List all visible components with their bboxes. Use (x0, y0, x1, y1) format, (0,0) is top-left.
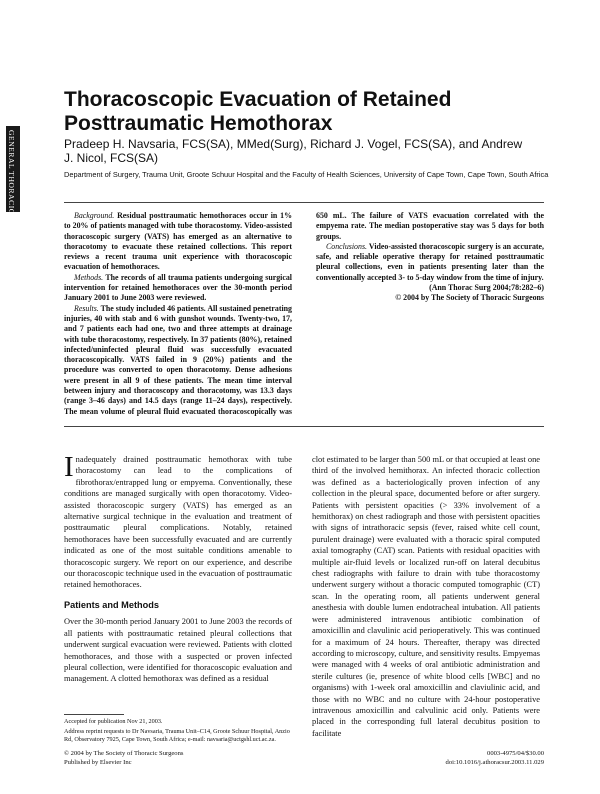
intro-paragraph (64, 451, 292, 591)
abstract-conclusions-text: Video-assisted thoracoscopic surgery is an accurate, safe, and reliable operative therapy for retained posttraumatic pleural collections, even in patients presenting later than the conventionally accepted 3- to 5-day window from the time of injury. (316, 241, 544, 282)
abstract-top-rule (64, 202, 544, 203)
body-left-column (64, 451, 292, 685)
address-footnote: Address reprint requests to Dr Navsaria, Trauma Unit–C14, Groote Schuur Hospital, Anzio Rd, Observatory 7925, Cape Town, South Africa; e-mail: navsaria@uctgshl.uct.ac.za. (64, 728, 290, 743)
abstract-results-text: The study included 46 patients. All sustained penetrating injuries, 40 with stab and 6 with gunshot wounds. Twenty-two, 17, and 7 patients each had one, two and three attempts at drainage with tube thoracostomy, respectively. In 37 patients (80%), retained infected/uninfected pleural fluid was successfully evacuated thoracoscopically. VATS failed in 9 (20%) patients and the procedure was converted to open thoracotomy. Dense adhesions were present in all 9 of these patients. The mean time interval between injury and thoracoscopy and thoracotomy, was 13.3 days (range 3–46 days) and 14.5 days (range 11–24 days), respectively. The mean volume of pleural fluid evacuated thoracoscopically was 650 mL. The failure of VATS evacuation correlated with the empyema rate. The median postoperative stay was 5 days for both groups. (64, 211, 544, 416)
right-column-text: clot estimated to be larger than 500 mL or that occupied at least one third of the involved hemithorax. An infected thoracic collection was defined as a bacteriologically proven infection of any collection in the pleural space, documented before or after surgery. Patients with persistent opacities (> 33% involvement of a hemithorax) on chest radiograph and those with persistent opacities with signs of intrathoracic sepsis (fever, raised white cell count, purulent drainage) were evaluated with a thoracic spiral computed axial tomography (CAT) scan. Patients with residual opacities with multiple air-fluid levels or localized run-off on lateral decubitus chest radiographs with failure to drain with tube thoracostomy underwent surgery without a thoracic computed tomographic (CT) scan. In the operating room, all patients underwent general anesthesia with double lumen endotracheal intubation. All patients were administered intravenous antibiotic combination of amoxicillin and clavulinic acid perioperatively. This was continued for a maximum of 24 hours. Thereafter, therapy was directed according to microscopy, culture, and sensitivity results. Empyemas were managed with 4 weeks of oral antibiotic administration and sterile cultures (ie, presence of white blood cells [WBC] and no organisms) with 1-week oral amoxicillin and claviulinic acid, and those with no WBC and no culture with 24-hour postoperative intravenous amoxicillin and calvulinic acid only. Patients were placed in the corresponding full lateral decubitus position to facilitate (312, 455, 540, 738)
affiliation: Department of Surgery, Trauma Unit, Groote Schuur Hospital and the Faculty of Health Sciences, University of Cape Town, Cape Town, South Africa (64, 170, 549, 179)
abstract-bottom-rule (64, 426, 544, 427)
section-tab-label: GENERAL THORACIC (7, 130, 16, 215)
abstract-conclusions (316, 242, 544, 283)
footer-copyright: © 2004 by The Society of Thoracic Surgeons (64, 750, 184, 757)
body-right-column (312, 454, 540, 747)
abstract-results-heading: Results. (74, 303, 99, 313)
abstract-copyright: © 2004 by The Society of Thoracic Surgeons (395, 293, 544, 303)
footer-left (64, 750, 183, 767)
abstract-methods-text: The records of all trauma patients undergoing surgical intervention for retained hemothoraces over the 30-month period January 2001 to June 2003 were reviewed. (64, 272, 292, 303)
drop-cap: I (64, 451, 74, 483)
methods-paragraph: Over the 30-month period January 2001 to June 2003 the records of all patients with posttraumatic retained pleural collections that underwent surgical evacuation were reviewed. Patients with clotted hemothoraces, and those with a suspected or proven infected pleural collection, were identified for thoracoscopic evaluation and management. A clotted hemothorax was defined as a residual (64, 617, 292, 684)
intro-text: nadequately drained posttraumatic hemothorax with tube thoracostomy can lead to the complications of fibrothorax/entrapped lung or empyema. Conventionally, these conditions are managed surgically with open thoracotomy. Video-assisted thoracoscopic surgery (VATS) has emerged as an alternative surgical technique in the evaluation and treatment of posttraumatic pleural complications. Notably, retained hemothoraces have been successfully evacuated and are currently indicated as one of the most suitable conditions amenable to thoracoscopic surgery. We report on our experience, and describe our thoracoscopic technique used in the evacuation of posttraumatic retained hemothoraces. (64, 455, 292, 590)
article-title: Thoracoscopic Evacuation of Retained Posttraumatic Hemothorax (64, 88, 452, 135)
section-heading: Patients and Methods (64, 599, 159, 610)
journal-citation: (Ann Thorac Surg 2004;78:282–6) (429, 283, 544, 293)
abstract-background-text: Residual posttraumatic hemothoraces occur in 1% to 20% of patients managed with tube thoracostomy. Video-assisted thoracoscopic surgery (VATS) has emerged as an alternative to thoracotomy to evacuate these retained collections. This report reviews a recent trauma unit experience with thoracoscopic evacuation of hemothoraces. (64, 211, 292, 272)
abstract-methods (64, 273, 292, 304)
abstract (64, 211, 544, 425)
section-tab (6, 126, 20, 215)
footer-right (446, 750, 544, 767)
abstract-conclusions-heading: Conclusions. (326, 241, 367, 251)
author-list: Pradeep H. Navsaria, FCS(SA), MMed(Surg), Richard J. Vogel, FCS(SA), and Andrew J. Nicol, FCS(SA) (64, 137, 523, 165)
accepted-footnote: Accepted for publication Nov 21, 2003. (64, 718, 163, 725)
abstract-methods-heading: Methods. (74, 272, 104, 282)
footer-publisher: Published by Elsevier Inc (64, 758, 132, 766)
footnote-rule (64, 714, 124, 715)
footer-price: 0003-4975/04/$30.00 (487, 750, 544, 757)
abstract-background (64, 211, 292, 273)
abstract-background-heading: Background. (74, 211, 115, 220)
footer-doi: doi:10.1016/j.athoracsur.2003.11.029 (445, 758, 544, 766)
